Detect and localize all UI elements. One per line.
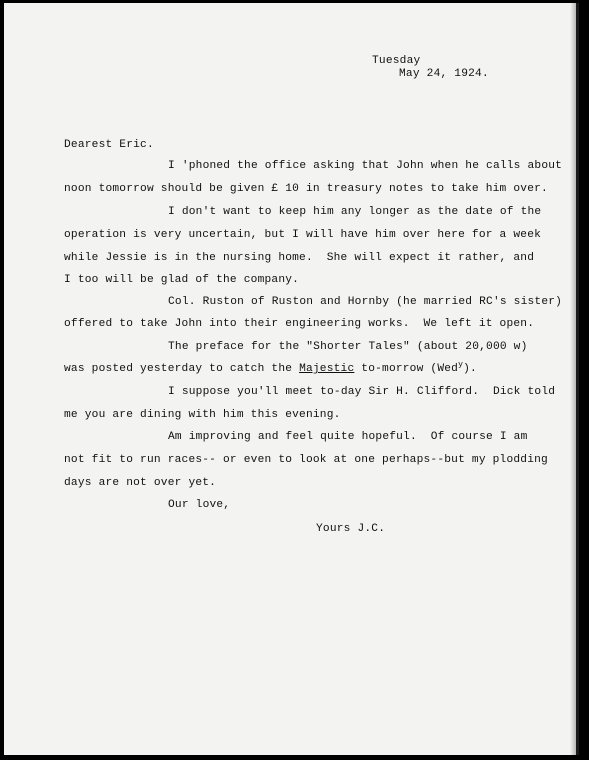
body-line-6: I too will be glad of the company. [64, 274, 300, 286]
body-line-11: I suppose you'll meet to-day Sir H. Clifford. Dick told [168, 386, 556, 398]
body-line-3: I don't want to keep him any longer as the date of the [168, 206, 542, 218]
ship-name-majestic: Majestic [299, 363, 355, 375]
date-day: Tuesday [372, 55, 421, 67]
closing-our-love: Our love, [168, 499, 231, 511]
body-line-10-part-e: ). [463, 363, 477, 375]
body-line-15: days are not over yet. [64, 477, 217, 489]
body-line-8: offered to take John into their engineering works. We left it open. [64, 318, 535, 330]
body-line-10-part-c: to-morrow (Wed [354, 363, 459, 375]
superscript-y: y [458, 360, 464, 370]
date-full: May 24, 1924. [399, 68, 489, 80]
body-line-14: not fit to run races-- or even to look at one perhaps--but my plodding [64, 454, 548, 466]
salutation: Dearest Eric. [64, 139, 154, 151]
body-line-9: The preface for the "Shorter Tales" (about 20,000 w) [168, 341, 528, 353]
letter-page [4, 3, 579, 755]
body-line-2: noon tomorrow should be given £ 10 in treasury notes to take him over. [64, 183, 548, 195]
signature: Yours J.C. [316, 523, 386, 535]
body-line-10 [64, 362, 477, 376]
body-line-12: me you are dining with him this evening. [64, 409, 341, 421]
body-line-4: operation is very uncertain, but I will have him over here for a week [64, 229, 542, 241]
page-edge-shadow [570, 3, 576, 755]
body-line-10-part-a: was posted yesterday to catch the [64, 363, 300, 375]
body-line-5: while Jessie is in the nursing home. She will expect it rather, and [64, 252, 535, 264]
body-line-13: Am improving and feel quite hopeful. Of course I am [168, 431, 528, 443]
body-line-1: I 'phoned the office asking that John when he calls about [168, 160, 563, 172]
body-line-7: Col. Ruston of Ruston and Hornby (he married RC's sister) [168, 296, 563, 308]
